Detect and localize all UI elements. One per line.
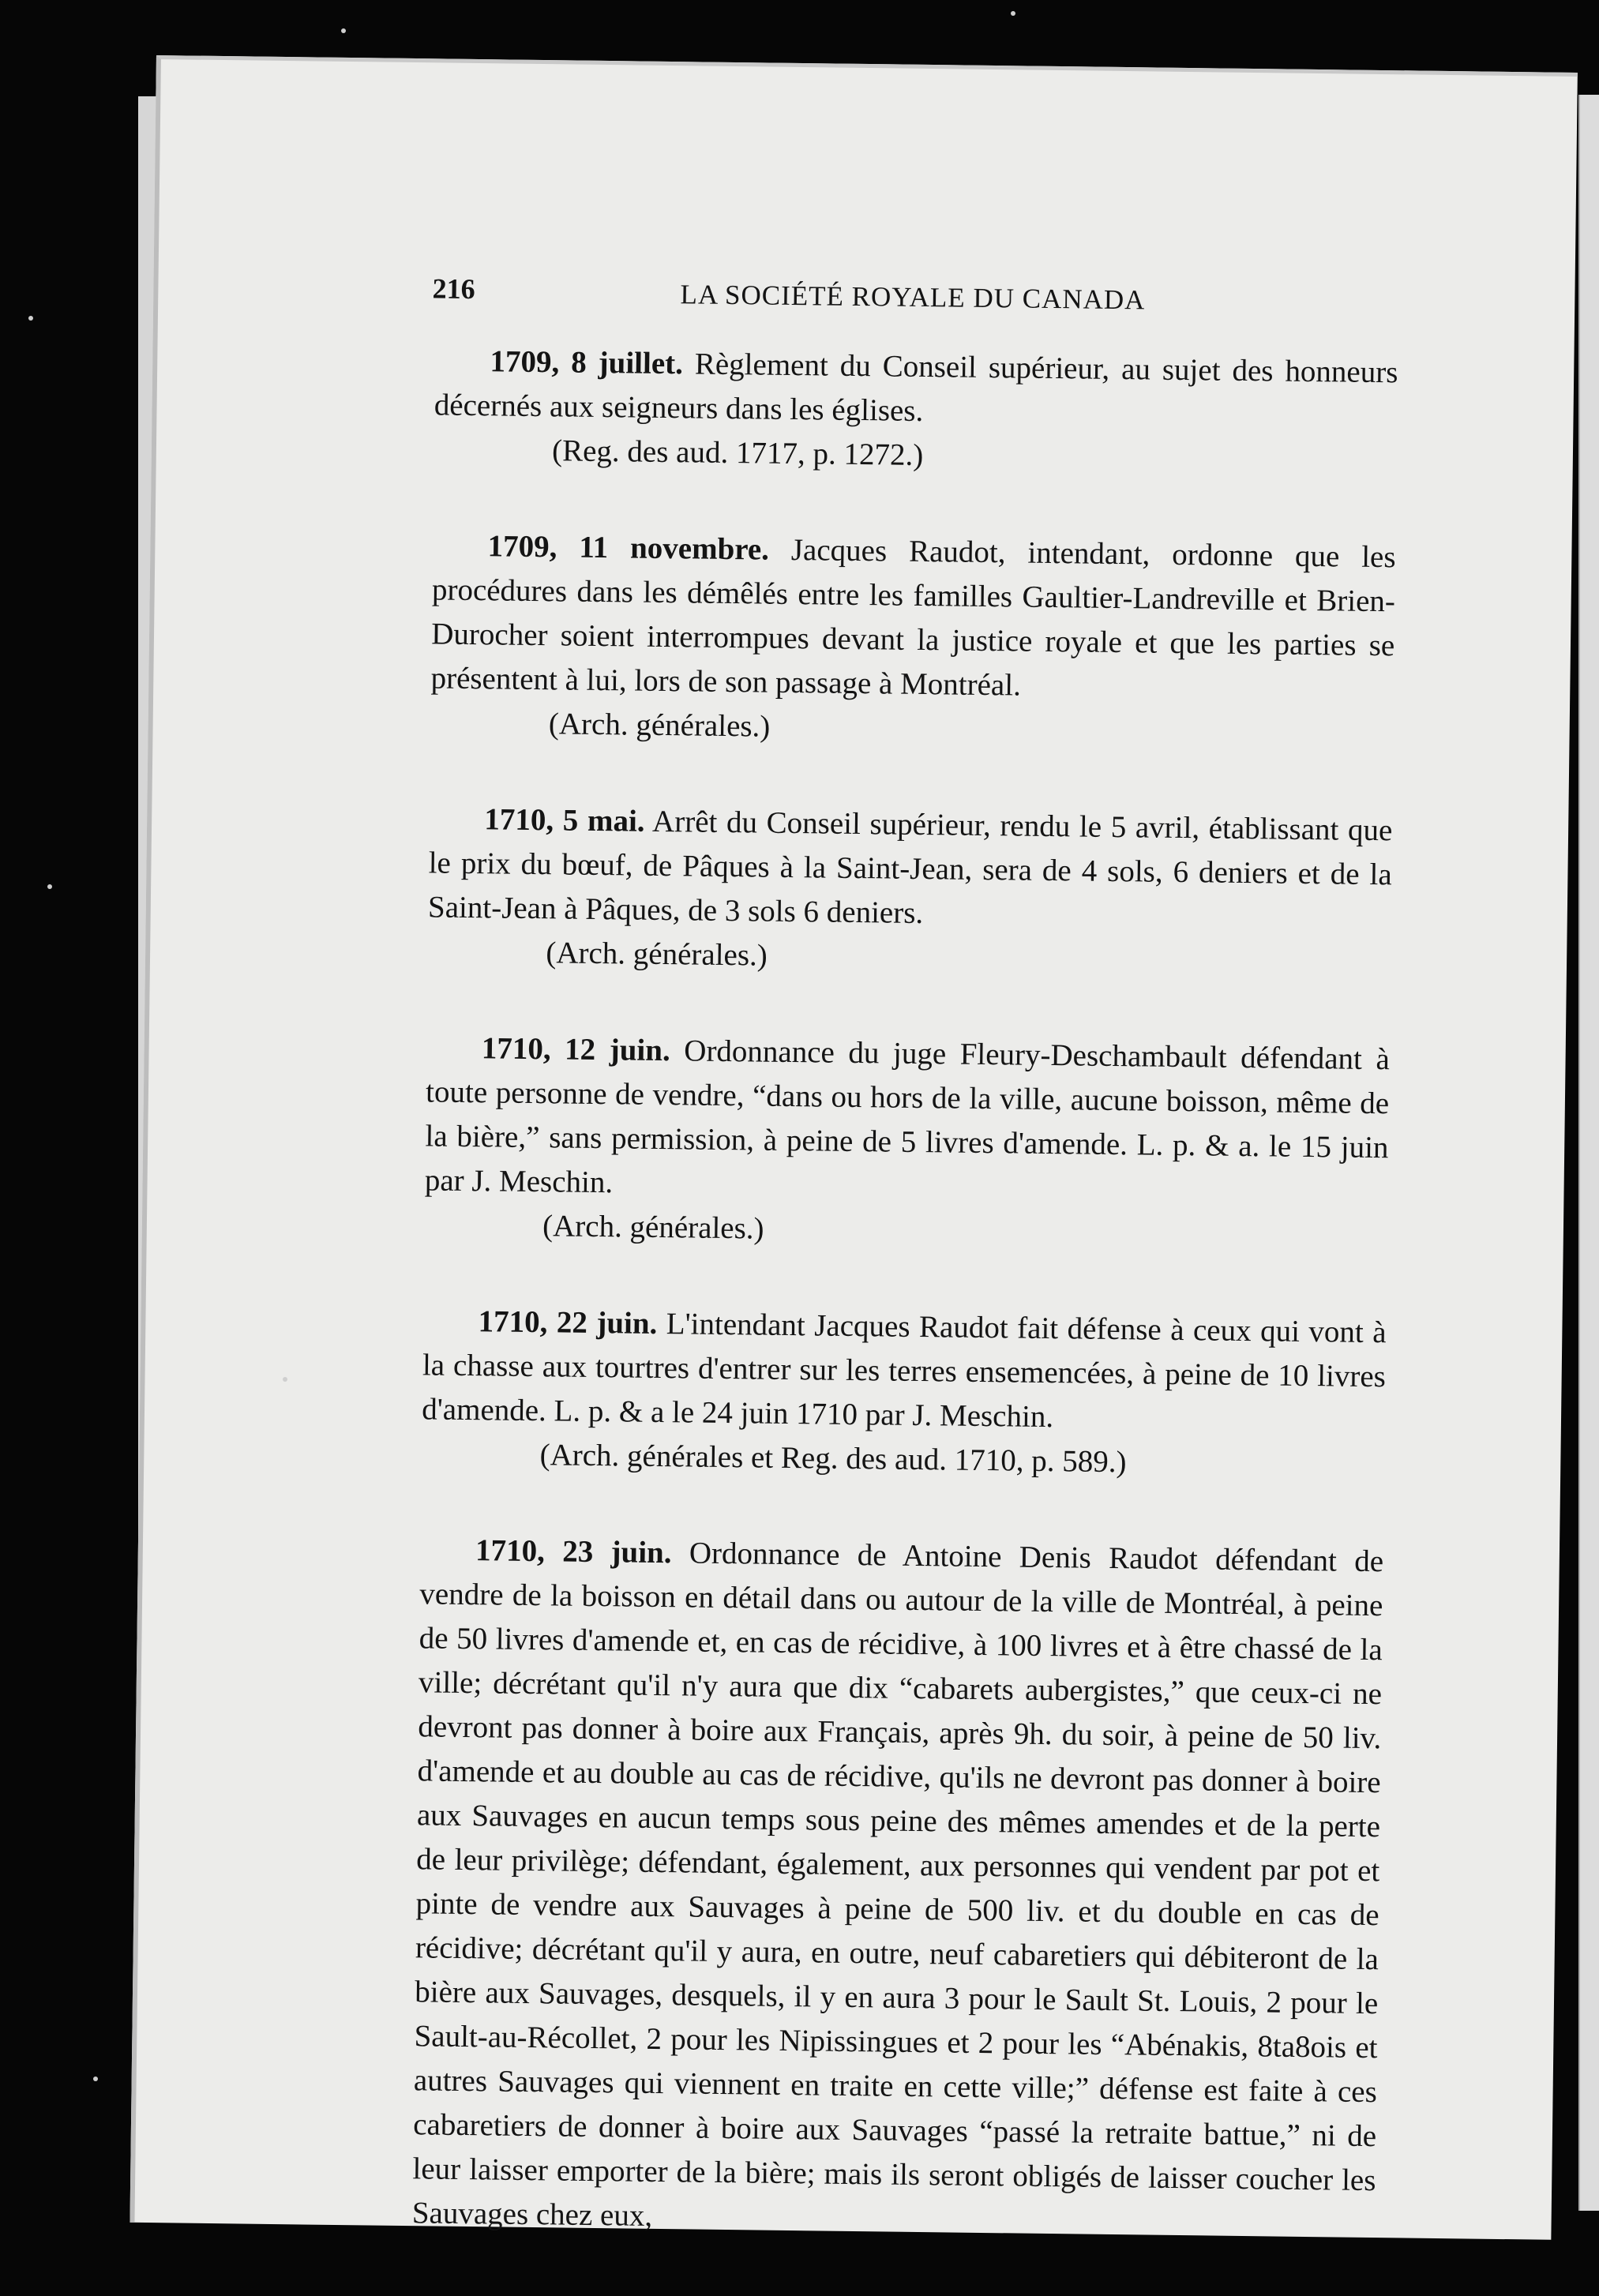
scan-speck xyxy=(341,28,346,33)
entry-text: Arrêt du Conseil supérieur, rendu le 5 avril, établissant que le prix du bœuf, de Pâques à la Saint-Jean, sera de 4 sols, 6 deniers et de la Saint-Jean à Pâques, de 3 sols 6 deniers. xyxy=(427,804,1393,931)
scan-speck xyxy=(1011,11,1015,16)
entry-body xyxy=(267,1024,1391,1214)
entry-body xyxy=(276,337,1398,439)
scan-speck xyxy=(93,2077,98,2081)
entry-body xyxy=(254,1526,1384,2247)
entry-source: (Reg. des aud. 1717, p. 1272.) xyxy=(551,433,924,473)
entry xyxy=(272,522,1396,756)
entry-text: Règlement du Conseil supérieur, au sujet des honneurs décernés aux seigneurs dans les églises. xyxy=(434,347,1398,428)
page-text xyxy=(253,264,1399,2296)
entry-body xyxy=(272,522,1396,712)
entry xyxy=(266,1024,1390,1259)
entry-text: L'intendant Jacques Raudot fait défense à ceux qui vont à la chasse aux tourtres d'entrer sur les terres ensemencées, à peine de 10 livres d'amende. L. p. & a le 24 juin 1710 par J. Meschin. xyxy=(422,1307,1387,1435)
entry-body xyxy=(264,1297,1387,1443)
entry-date: 1710, 5 mai. xyxy=(484,802,645,838)
entry-text: Ordonnance de Antoine Denis Raudot défendant de vendre de la boisson en détail dans ou autour de la ville de Montréal, à peine de 50 livres d'amende et, en cas de récidive, à 100 livres et à être chassé de la ville; décrétant qu'il n'y aura que dix “cabarets aubergistes,” que ceux-ci ne devront pas donner à boire aux Français, après 9h. du soir, à peine de 50 liv. d'amende et au double au cas de récidive, qu'ils ne devront pas donner à boire aux Sauvages en aucun temps sous peine des mêmes amendes et de la perte de leur privilège; défendant, également, aux personnes qui vendent par pot et pinte de vendre aux Sauvages à peine de 500 liv. et du double en cas de récidive; décrétant qu'il y aura, en outre, neuf cabaretiers qui débiteront de la bière aux Sauvages, desquels, il y en aura 3 pour le Sault St. Louis, 2 pour le Sault-au-Récollet, 2 pour les Nipissingues et 2 pour les “Abénakis, 8ta8ois et autres Sauvages qui viennent en traite en cette ville;” défense est faite à ces cabaretiers de donner à boire aux Sauvages “passé la retraite battue,” ni de leur laisser emporter de la bière; mais ils seront obligés de laisser coucher les Sauvages chez eux, xyxy=(411,1536,1384,2233)
entry-text: Ordonnance du juge Fleury-Deschambault défendant à toute personne de vendre, “dans ou hors de la ville, aucune boisson, même de la bière,” sans permission, à peine de 5 livres d'amende. L. p. & a. le 15 juin par J. Meschin. xyxy=(424,1034,1391,1200)
entry-source: (Arch. générales.) xyxy=(542,1209,764,1246)
page-number: 216 xyxy=(432,272,475,306)
scan-speck xyxy=(28,316,33,321)
entry-date: 1710, 12 juin. xyxy=(481,1031,670,1068)
entry-source: (Arch. générales.) xyxy=(546,936,768,973)
entry xyxy=(254,1526,1384,2247)
entry-date: 1709, 11 novembre. xyxy=(487,529,770,567)
entry xyxy=(276,337,1398,483)
entry-body xyxy=(270,795,1393,941)
entry xyxy=(263,1297,1387,1488)
entry-date: 1710, 22 juin. xyxy=(478,1304,658,1341)
entry-text: Jacques Raudot, intendant, ordonne que les procédures dans les démêlés entre les familles Gaultier-Landreville et Brien-Durocher soient interrompues devant la justice royale et que les parties se présentent à lui, lors de son passage à Montréal. xyxy=(430,532,1396,703)
running-head: LA SOCIÉTÉ ROYALE DU CANADA xyxy=(680,279,1146,316)
entry-date: 1710, 23 juin. xyxy=(475,1533,672,1570)
entry-date: 1709, 8 juillet. xyxy=(490,344,684,381)
entry-source: (Arch. générales.) xyxy=(548,707,771,744)
entry-source: (Arch. générales et Reg. des aud. 1710, p. 589.) xyxy=(539,1438,1127,1480)
right-page-edge xyxy=(1578,95,1599,2211)
scan-speck xyxy=(47,884,52,889)
entry xyxy=(269,795,1393,985)
